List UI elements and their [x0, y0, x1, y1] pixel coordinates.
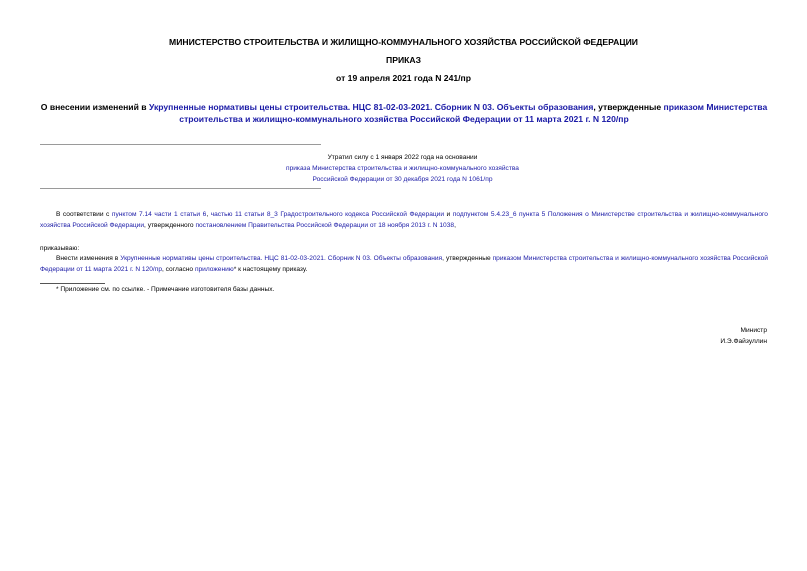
link-government-decree[interactable]: постановлением Правительства Российской Федерации от 18 ноября 2013 г. N 1038: [195, 221, 455, 229]
subject-link-order[interactable]: приказом Министерства строительства и жилищно-коммунального хозяйства Российской Федерации от 11 марта 2021 г. N 120/пр: [179, 102, 768, 124]
subject-prefix: О внесении изменений в: [40, 102, 149, 112]
ministry-name: МИНИСТЕРСТВО СТРОИТЕЛЬСТВА И ЖИЛИЩНО-КОММУНАЛЬНОГО ХОЗЯЙСТВА РОССИЙСКОЙ ФЕДЕРАЦИИ: [169, 37, 638, 47]
annulment-link-line1[interactable]: приказа Министерства строительства и жилищно-коммунального хозяйства: [286, 165, 519, 172]
signatory-name: И.Э.Файзуллин: [720, 338, 767, 345]
annulment-top-divider: [40, 144, 321, 145]
link-appendix[interactable]: приложению: [194, 265, 234, 273]
link-order-120[interactable]: приказом Министерства строительства и жилищно-коммунального хозяйства Российской Федерации от 11 марта 2021 г. N 120/пр: [40, 255, 768, 273]
link-urban-code-article8[interactable]: частью 11 статьи 8_3 Градостроительного кодекса Российской Федерации: [210, 211, 445, 218]
document-type: ПРИКАЗ: [386, 55, 421, 65]
order-word: приказываю:: [40, 245, 80, 252]
document-date: от 19 апреля 2021 года N 241/пр: [336, 73, 471, 83]
preamble-text: ,: [454, 221, 456, 229]
subject-middle: , утвержденные: [593, 102, 664, 112]
preamble-text: , утвержденного: [144, 221, 196, 229]
footnote-divider: [40, 283, 105, 284]
preamble-text: ,: [206, 211, 211, 218]
annulment-link-line2[interactable]: Российской Федерации от 30 декабря 2021 года N 1061/пр: [312, 176, 493, 183]
signatory-role: Министр: [740, 327, 767, 334]
annulment-note: [250, 152, 555, 185]
order-text: * к настоящему приказу.: [233, 265, 308, 273]
document-subject: [40, 101, 768, 125]
preamble-text: В соответствии с: [56, 211, 112, 218]
order-text: , согласно: [162, 265, 195, 273]
order-text: , утвержденные: [442, 255, 493, 262]
preamble-text: и: [444, 211, 453, 218]
order-text: Внести изменения в: [56, 255, 121, 262]
annulment-bottom-divider: [40, 188, 321, 189]
subject-link-norms[interactable]: Укрупненные нормативы цены строительства. НЦС 81-02-03-2021. Сборник N 03. Объекты образования: [148, 102, 594, 112]
link-norms[interactable]: Укрупненные нормативы цены строительства. НЦС 81-02-03-2021. Сборник N 03. Объекты образования: [120, 255, 443, 262]
preamble-paragraph: [40, 210, 768, 231]
link-urban-code-article6[interactable]: пунктом 7.14 части 1 статьи 6: [111, 211, 207, 218]
order-paragraph: [40, 254, 768, 275]
footnote: * Приложение см. по ссылке. - Примечание изготовителя базы данных.: [56, 286, 275, 293]
annulment-text: Утратил силу с 1 января 2022 года на основании: [327, 154, 478, 161]
link-ministry-regulation[interactable]: подпунктом 5.4.23_6 пункта 5 Положения о Министерстве строительства и жилищно-коммунального хозяйства Российской Федерации: [40, 211, 768, 229]
